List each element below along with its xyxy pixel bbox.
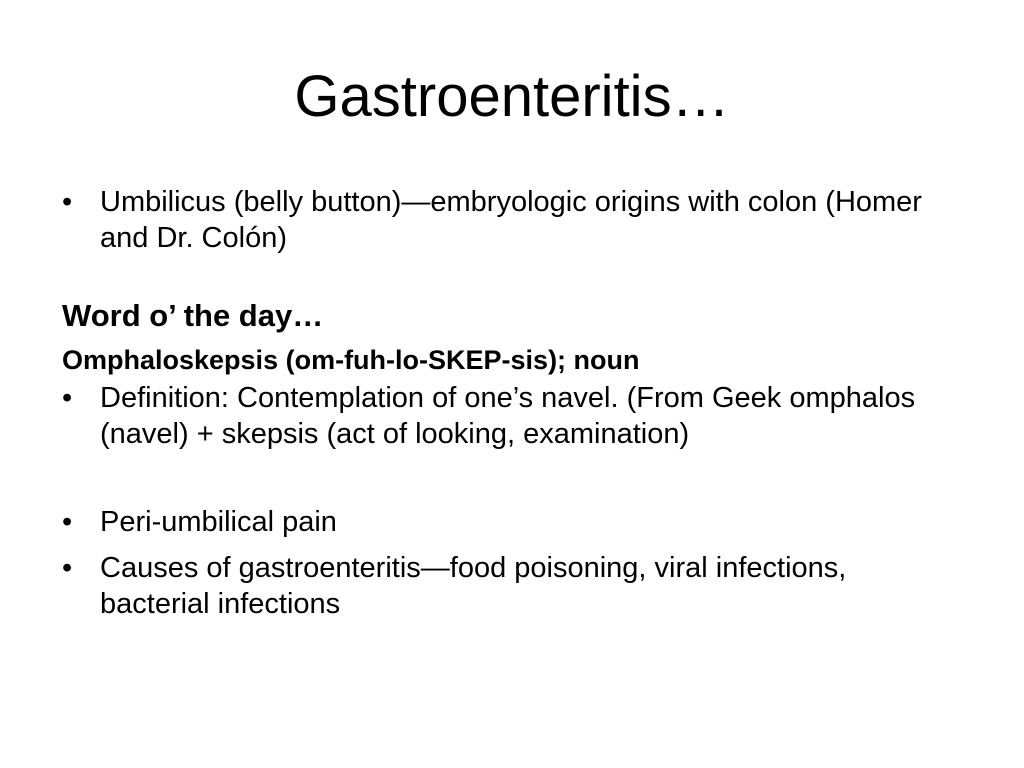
bullet-text-definition: Definition: Contemplation of one’s navel. (From Geek omphalos (navel) + skepsis (act of looking, examination) (100, 382, 916, 450)
bullet-item (62, 380, 962, 452)
bullet-text-peri-umbilical: Peri-umbilical pain (100, 506, 337, 538)
slide-body (62, 184, 962, 622)
bullet-item (62, 504, 962, 540)
bullet-dot-icon: • (62, 506, 73, 538)
bullet-item (62, 184, 962, 256)
slide-title: Gastroenteritis… (294, 64, 730, 129)
word-of-day-heading: Word o’ the day… (62, 298, 324, 333)
bullet-dot-icon: • (62, 382, 73, 414)
word-of-day-term: Omphaloskepsis (om-fuh-lo-SKEP-sis); noun (62, 345, 640, 375)
bullet-item (62, 550, 962, 622)
bullet-dot-icon: • (62, 552, 73, 584)
bullet-dot-icon: • (62, 186, 73, 218)
bullet-text-umbilicus: Umbilicus (belly button)—embryologic origins with colon (Homer and Dr. Colón) (100, 186, 922, 254)
bullet-text-causes: Causes of gastroenteritis—food poisoning, viral infections, bacterial infections (100, 552, 847, 620)
